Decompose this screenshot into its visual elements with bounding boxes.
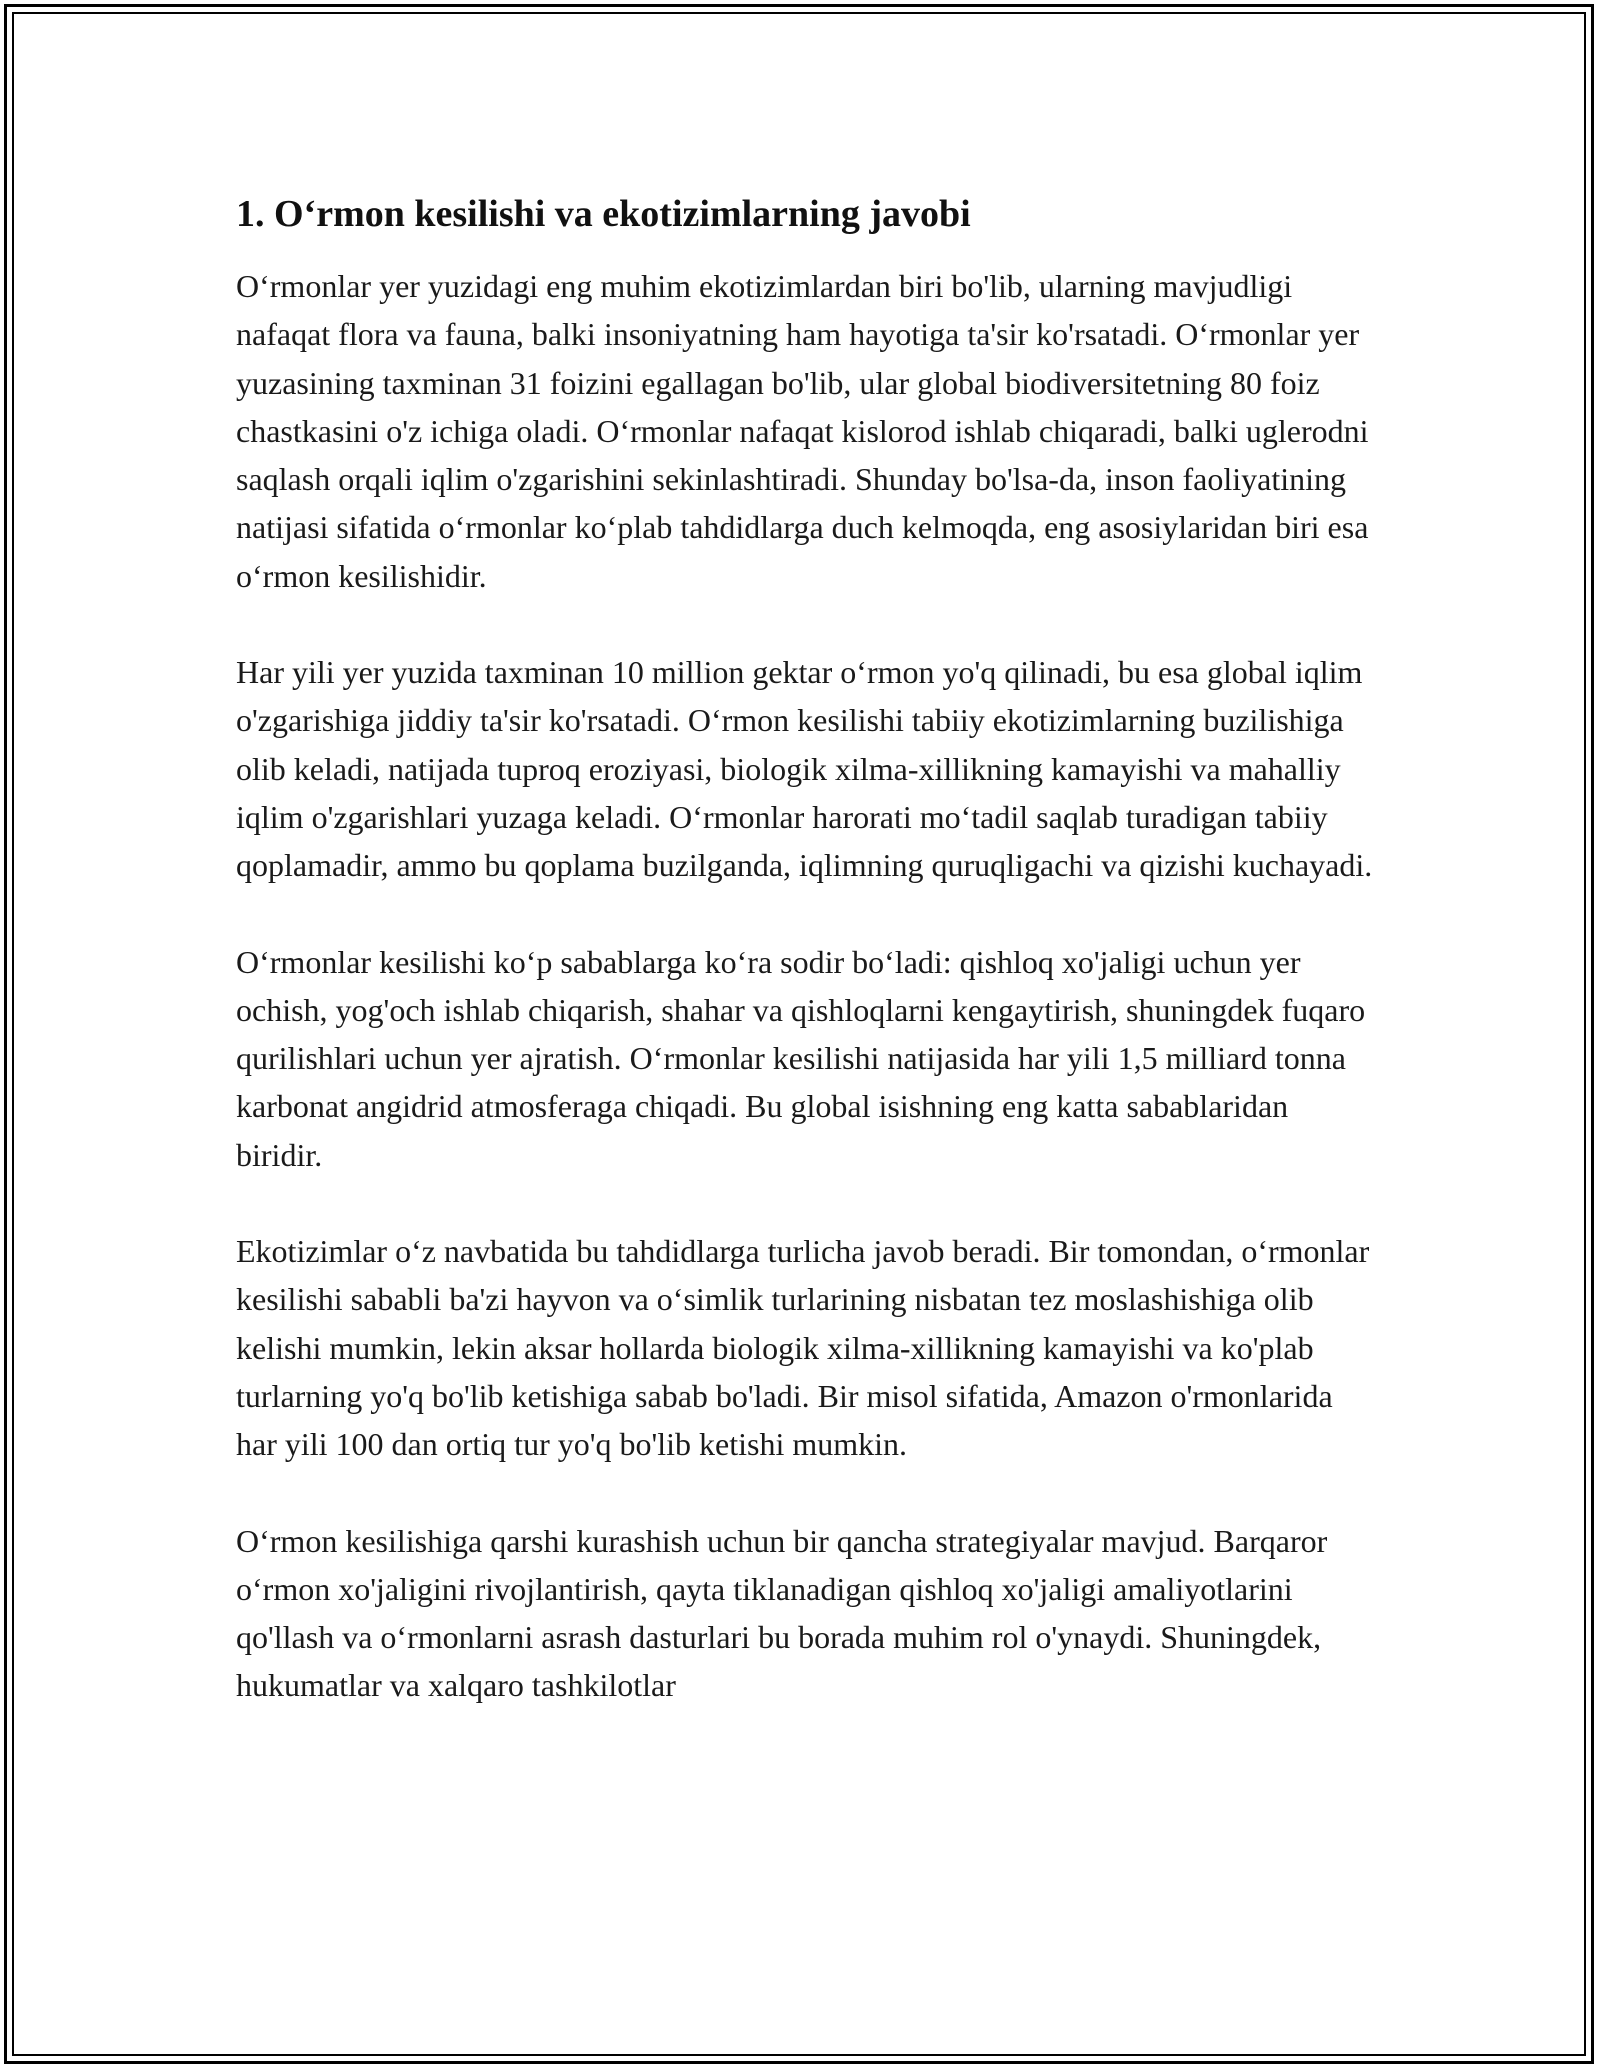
paragraph-4: Ekotizimlar o‘z navbatida bu tahdidlarga turlicha javob beradi. Bir tomondan, o‘rmonlar kesilishi sababli ba'zi hayvon va o‘simlik turlarining nisbatan tez moslashishiga olib kelishi mumkin, lekin aksar hollarda biologik xilma-xillikning kamayishi va ko'plab turlarning yo'q bo'lib ketishiga sabab bo'ladi. Bir misol sifatida, Amazon o'rmonlarida har yili 100 dan ortiq tur yo'q bo'lib ketishi mumkin. xyxy=(236,1233,1370,1463)
paragraph-1: O‘rmonlar yer yuzidagi eng muhim ekotizimlardan biri bo'lib, ularning mavjudligi nafaqat flora va fauna, balki insoniyatning ham hayotiga ta'sir ko'rsatadi. O‘rmonlar yer yuzasining taxminan 31 foizini egallagan bo'lib, ular global biodiversitetning 80 foiz chastkasini o'z ichiga oladi. O‘rmonlar nafaqat kislorod ishlab chiqaradi, balki uglerodni saqlash orqali iqlim o'zgarishini sekinlashtiradi. Shunday bo'lsa-da, inson faoliyatining natijasi sifatida o‘rmonlar ko‘plab tahdidlarga duch kelmoqda, eng asosiylaridan biri esa o‘rmon kesilishidir. xyxy=(236,268,1369,594)
section-heading: 1. O‘rmon kesilishi va ekotizimlarning javobi xyxy=(236,193,971,235)
paragraph-2: Har yili yer yuzida taxminan 10 million gektar o‘rmon yo'q qilinadi, bu esa global iqlim o'zgarishiga jiddiy ta'sir ko'rsatadi. O‘rmon kesilishi tabiiy ekotizimlarning buzilishiga olib keladi, natijada tuproq eroziyasi, biologik xilma-xillikning kamayishi va mahalliy iqlim o'zgarishlari yuzaga keladi. O‘rmonlar harorati mo‘tadil saqlab turadigan tabiiy qoplamadir, ammo bu qoplama buzilganda, iqlimning quruqligachi va qizishi kuchayadi. xyxy=(236,654,1373,884)
paragraph-3: O‘rmonlar kesilishi ko‘p sabablarga ko‘ra sodir bo‘ladi: qishloq xo'jaligi uchun yer ochish, yog'och ishlab chiqarish, shahar va qishloqlarni kengaytirish, shuningdek fuqaro qurilishlari uchun yer ajratish. O‘rmonlar kesilishi natijasida har yili 1,5 milliard tonna karbonat angidrid atmosferaga chiqadi. Bu global isishning eng katta sabablaridan biridir. xyxy=(236,943,1366,1173)
paragraph-5: O‘rmon kesilishiga qarshi kurashish uchun bir qancha strategiyalar mavjud. Barqaror o‘rmon xo'jaligini rivojlantirish, qayta tiklanadigan qishloq xo'jaligi amaliyotlarini qo'llash va o‘rmonlarni asrash dasturlari bu borada muhim rol o'ynaydi. Shuningdek, hukumatlar va xalqaro tashkilotlar xyxy=(236,1522,1328,1704)
document-body xyxy=(236,186,1376,1758)
